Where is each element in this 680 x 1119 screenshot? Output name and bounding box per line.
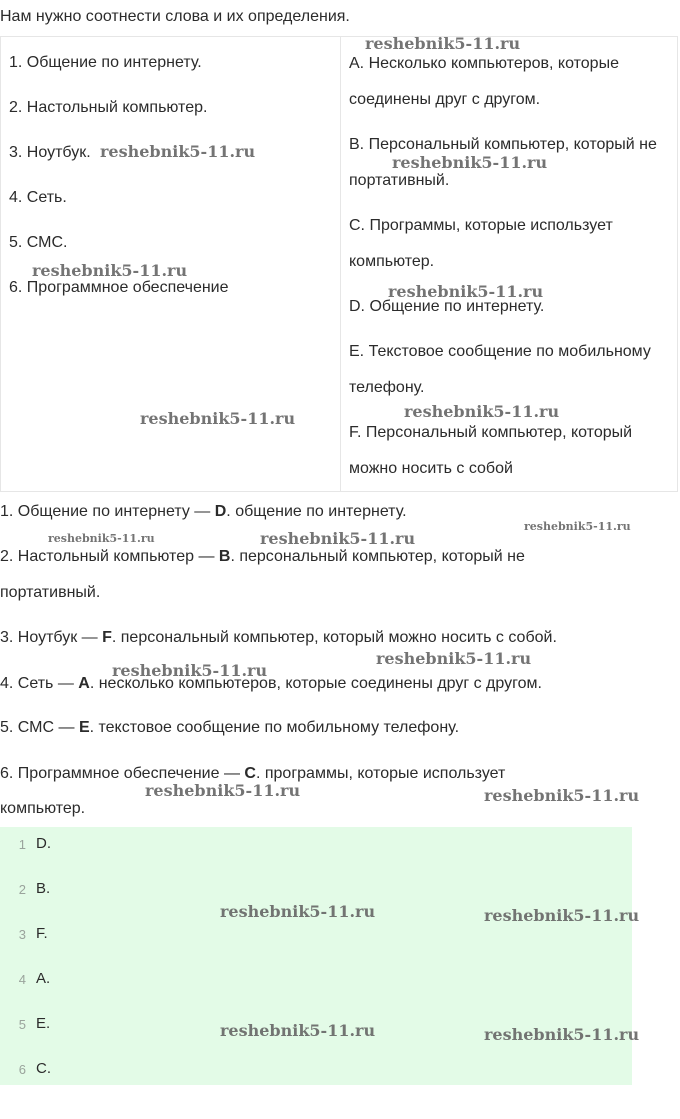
left-item: 2. Настольный компьютер. xyxy=(9,99,208,116)
right-item: C. Программы, которые использует компьютер. xyxy=(349,217,613,270)
answer-line: 2. Настольный компьютер — B. персональный компьютер, который не xyxy=(0,548,525,565)
right-item: D. Общение по интернету. xyxy=(349,298,545,315)
right-item: B. Персональный компьютер, который не портативный. xyxy=(349,136,657,189)
answer-line: 3. Ноутбук — F. персональный компьютер, который можно носить с собой. xyxy=(0,629,557,646)
watermark: reshebnik5-11.ru xyxy=(100,142,256,161)
watermark: reshebnik5-11.ru xyxy=(484,786,640,805)
watermark: reshebnik5-11.ru xyxy=(524,520,631,533)
code-text: F. xyxy=(36,925,48,942)
watermark: reshebnik5-11.ru xyxy=(112,661,268,680)
left-item: 3. Ноутбук. xyxy=(9,144,91,161)
right-item: A. Несколько компьютеров, которые соединены друг с другом. xyxy=(349,55,619,108)
answer-line: компьютер. xyxy=(0,800,86,817)
left-item: 4. Сеть. xyxy=(9,189,67,206)
right-item: F. Персональный компьютер, который можно носить с собой xyxy=(349,424,633,477)
line-number: 3 xyxy=(18,927,26,942)
watermark: reshebnik5-11.ru xyxy=(260,529,416,548)
watermark: reshebnik5-11.ru xyxy=(220,902,376,921)
watermark: reshebnik5-11.ru xyxy=(392,153,548,172)
code-text: A. xyxy=(36,970,51,987)
answer-line: портативный. xyxy=(0,584,101,601)
intro-text: Нам нужно соотнести слова и их определения. xyxy=(0,8,350,25)
answer-line: 4. Сеть — A. несколько компьютеров, которые соединены друг с другом. xyxy=(0,675,542,692)
left-item: 1. Общение по интернету. xyxy=(9,54,202,71)
right-item: E. Текстовое сообщение по мобильному телефону. xyxy=(349,343,651,396)
answer-line: 5. СМС — E. текстовое сообщение по мобильному телефону. xyxy=(0,719,460,736)
line-number: 6 xyxy=(18,1062,26,1077)
watermark: reshebnik5-11.ru xyxy=(404,402,560,421)
code-text: C. xyxy=(36,1060,51,1077)
watermark: reshebnik5-11.ru xyxy=(484,1025,640,1044)
watermark: reshebnik5-11.ru xyxy=(484,906,640,925)
answer-line: 6. Программное обеспечение — C. программы, которые использует xyxy=(0,765,506,782)
answer-code-block xyxy=(0,827,632,1085)
watermark: reshebnik5-11.ru xyxy=(365,34,521,53)
answer-line: 1. Общение по интернету — D. общение по интернету. xyxy=(0,503,407,520)
column-divider xyxy=(340,37,341,491)
code-text: D. xyxy=(36,835,51,852)
line-number: 1 xyxy=(18,837,26,852)
watermark: reshebnik5-11.ru xyxy=(32,261,188,280)
line-number: 2 xyxy=(18,882,26,897)
left-item: 6. Программное обеспечение xyxy=(9,279,229,296)
line-number: 4 xyxy=(18,972,26,987)
code-text: E. xyxy=(36,1015,51,1032)
left-item: 5. СМС. xyxy=(9,234,68,251)
watermark: reshebnik5-11.ru xyxy=(140,409,296,428)
watermark: reshebnik5-11.ru xyxy=(48,532,155,545)
watermark: reshebnik5-11.ru xyxy=(388,282,544,301)
line-number: 5 xyxy=(18,1017,26,1032)
watermark: reshebnik5-11.ru xyxy=(376,649,532,668)
watermark: reshebnik5-11.ru xyxy=(220,1021,376,1040)
watermark: reshebnik5-11.ru xyxy=(145,781,301,800)
code-text: B. xyxy=(36,880,51,897)
